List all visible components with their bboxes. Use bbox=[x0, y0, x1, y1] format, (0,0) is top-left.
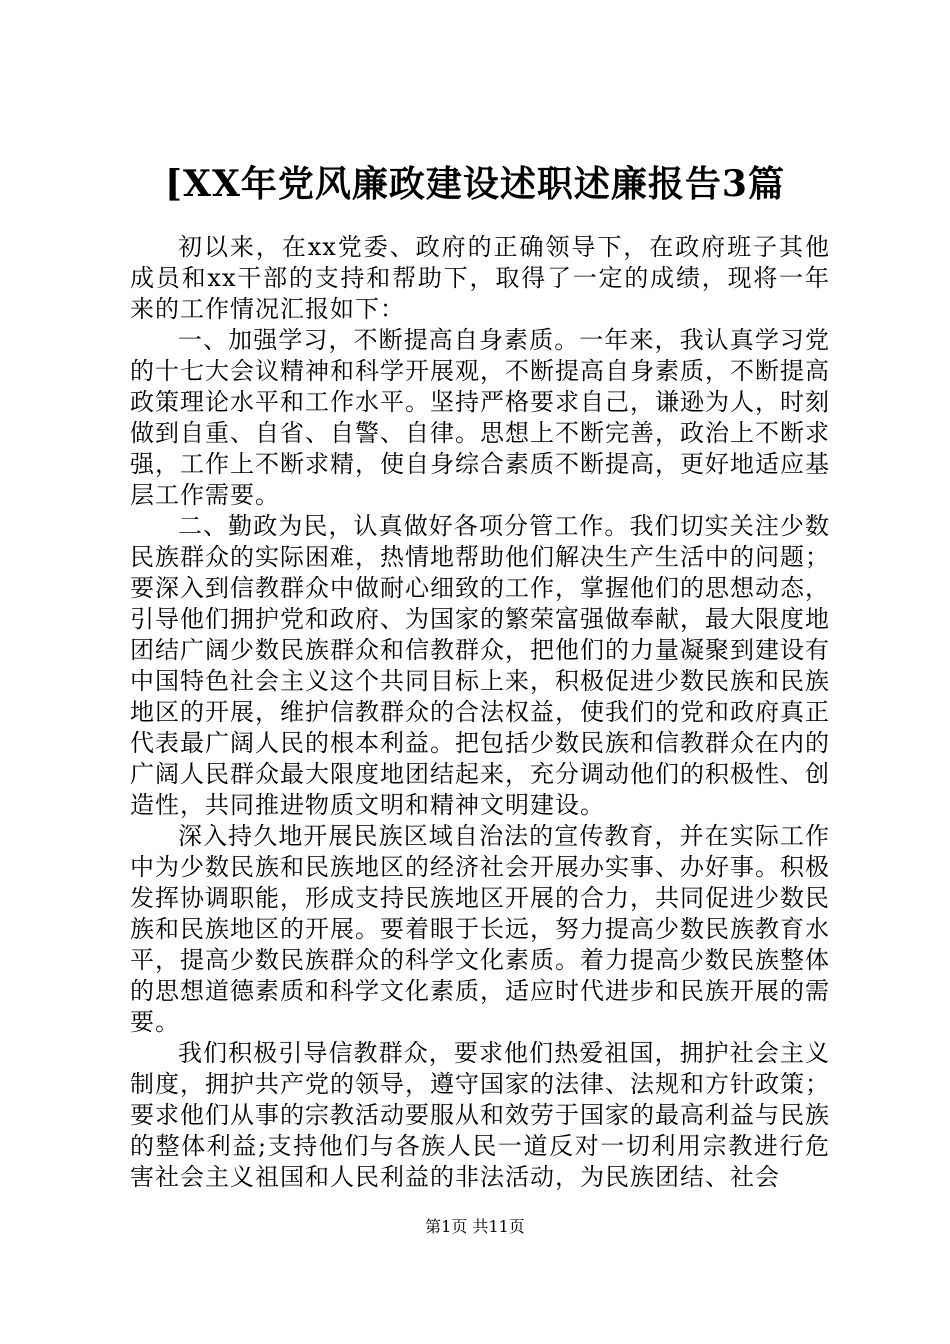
paragraph-duty: 二、勤政为民，认真做好各项分管工作。我们切实关注少数民族群众的实际困难，热情地帮助他们解决生产生活中的问题；要深入到信教群众中做耐心细致的工作，掌握他们的思想动态，引导他们拥护党和政府、为国家的繁荣富强做奉献，最大限度地团结广阔少数民族群众和信教群众，把他们的力量凝聚到建设有中国特色社会主义这个共同目标上来，积极促进少数民族和民族地区的开展，维护信教群众的合法权益，使我们的党和政府真正代表最广阔人民的根本利益。把包括少数民族和信教群众在内的广阔人民群众最大限度地团结起来，充分调动他们的积极性、创造性，共同推进物质文明和精神文明建设。 bbox=[130, 512, 830, 819]
paragraph-religion: 我们积极引导信教群众，要求他们热爱祖国，拥护社会主义制度，拥护共产党的领导，遵守国家的法律、法规和方针政策；要求他们从事的宗教活动要服从和效劳于国家的最高利益与民族的整体利益;支持他们与各族人民一道反对一切利用宗教进行危害社会主义祖国和人民利益的非法活动，为民族团结、社会 bbox=[130, 1039, 830, 1191]
page-number-footer: 第1页 共11页 bbox=[425, 1217, 525, 1236]
document-body bbox=[130, 232, 830, 1193]
paragraph-intro: 初以来，在xx党委、政府的正确领导下，在政府班子其他成员和xx干部的支持和帮助下，取得了一定的成绩，现将一年来的工作情况汇报如下： bbox=[130, 233, 830, 323]
paragraph-study: 一、加强学习，不断提高自身素质。一年来，我认真学习党的十七大会议精神和科学开展观，不断提高自身素质，不断提高政策理论水平和工作水平。坚持严格要求自己，谦逊为人，时刻做到自重、自省、自警、自律。思想上不断完善，政治上不断求强，工作上不断求精，使自身综合素质不断提高，更好地适应基层工作需要。 bbox=[130, 326, 830, 509]
document-title: [XX年党风廉政建设述职述廉报告3篇 bbox=[165, 163, 785, 205]
paragraph-autonomy: 深入持久地开展民族区域自治法的宣传教育，并在实际工作中为少数民族和民族地区的经济社会开展办实事、办好事。积极发挥协调职能，形成支持民族地区开展的合力，共同促进少数民族和民族地区的开展。要着眼于长远，努力提高少数民族教育水平，提高少数民族群众的科学文化素质。着力提高少数民族整体的思想道德素质和科学文化素质，适应时代进步和民族开展的需要。 bbox=[130, 822, 830, 1036]
